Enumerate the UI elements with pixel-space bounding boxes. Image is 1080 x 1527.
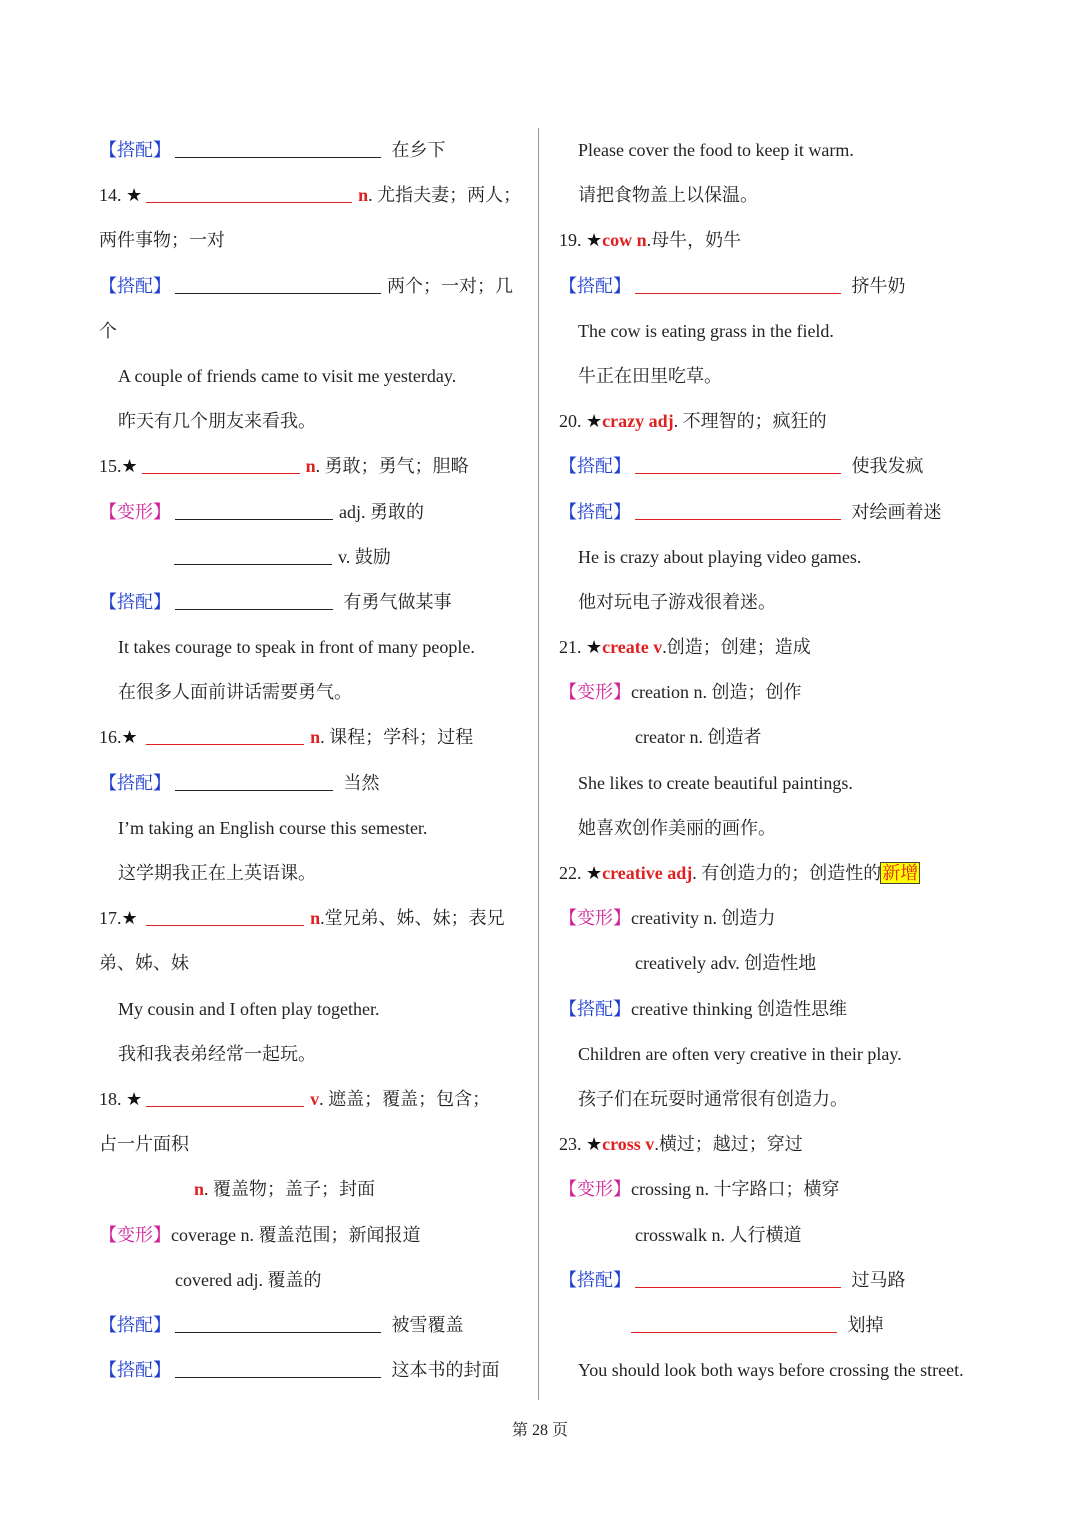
entry-23-header [559, 1122, 1019, 1167]
line-text: You should look both ways before crossing the street. [578, 1360, 964, 1381]
answer-blank[interactable] [635, 501, 841, 520]
entry-number: 21. [559, 637, 586, 658]
line-text: 她喜欢创作美丽的画作。 [578, 817, 776, 838]
entry-number: 20. [559, 411, 586, 432]
star-icon: ★ [121, 456, 138, 477]
definition: . 勇敢；勇气；胆略 [315, 456, 469, 477]
line-text: crosswalk n. 人行横道 [635, 1224, 802, 1245]
line-text: 占一片面积 [99, 1134, 189, 1155]
star-icon: ★ [586, 230, 603, 251]
collocation-tag: 【搭配】 [99, 275, 171, 296]
line-text: adj. 勇敢的 [339, 501, 424, 522]
definition-continued [99, 218, 529, 263]
entry-number: 22. [559, 863, 586, 883]
example-sentence [99, 987, 529, 1032]
definition: . 有创造力的；创造性的 [692, 863, 882, 883]
definition: . 遮盖；覆盖；包含； [319, 1088, 491, 1109]
left-column [99, 128, 529, 1393]
answer-blank[interactable] [175, 772, 333, 791]
entry-number: 17. [99, 908, 122, 929]
example-sentence [99, 806, 529, 851]
collocation-tag: 【搭配】 [559, 501, 631, 522]
line-text: 在很多人面前讲话需要勇气。 [118, 682, 352, 703]
line-text: 使我发疯 [851, 456, 924, 477]
answer-blank[interactable] [175, 275, 381, 294]
part-of-speech: v [310, 1088, 320, 1109]
answer-blank[interactable] [142, 455, 300, 474]
example-translation [559, 806, 1019, 851]
headword: crazy adj [602, 411, 674, 432]
line-text: creator n. 创造者 [635, 727, 762, 748]
entry-number: 15. [99, 456, 122, 477]
line-text: 过马路 [851, 1269, 906, 1290]
line-text: creative thinking 创造性思维 [631, 998, 847, 1019]
answer-blank[interactable] [146, 726, 304, 745]
line-text: 有勇气做某事 [343, 591, 452, 612]
collocation-tag: 【搭配】 [99, 1314, 171, 1335]
headword: cow n [602, 230, 647, 251]
collocation-tag: 【搭配】 [99, 772, 171, 793]
definition: .母牛，奶牛 [646, 230, 742, 251]
line-text: creation n. 创造；创作 [631, 682, 802, 703]
star-icon: ★ [586, 637, 603, 658]
line-text: 划掉 [847, 1314, 884, 1335]
line-text: My cousin and I often play together. [118, 998, 380, 1019]
collocation-line [559, 444, 1019, 489]
star-icon: ★ [126, 1088, 143, 1109]
part-of-speech: n [358, 185, 369, 206]
example-sentence [559, 1348, 1019, 1393]
variant-line [559, 896, 1019, 941]
answer-blank[interactable] [174, 546, 332, 565]
line-text: 在乡下 [391, 140, 446, 160]
new-badge: 新增 [882, 863, 919, 883]
collocation-line [559, 1303, 1019, 1348]
collocation-line [99, 1348, 529, 1393]
star-icon: ★ [586, 411, 603, 432]
part-of-speech: n [194, 1179, 205, 1200]
collocation-tag: 【搭配】 [559, 1269, 631, 1290]
line-text: 个 [99, 320, 117, 341]
variant-line [99, 1213, 529, 1258]
right-column [559, 128, 1019, 1393]
line-text: 挤牛奶 [851, 275, 906, 296]
example-translation [99, 851, 529, 896]
line-text: 当然 [343, 772, 380, 793]
line-text: v. 鼓励 [338, 546, 391, 567]
collocation-tag: 【搭配】 [99, 1360, 171, 1381]
line-text: It takes courage to speak in front of many people. [118, 637, 475, 658]
column-divider [538, 128, 539, 1400]
line-text: 弟、姊、妹 [99, 953, 189, 974]
collocation-line [559, 490, 1019, 535]
answer-blank[interactable] [175, 591, 333, 610]
entry-18-header [99, 1077, 529, 1122]
part-of-speech: n [310, 727, 321, 748]
example-sentence [559, 309, 1019, 354]
variant-line [559, 1167, 1019, 1212]
variant-line [99, 490, 529, 535]
entry-number: 19. [559, 230, 586, 251]
definition: . 覆盖物；盖子；封面 [204, 1179, 376, 1200]
headword: cross v [602, 1134, 655, 1155]
example-sentence [559, 761, 1019, 806]
part-of-speech: n [305, 456, 316, 477]
answer-blank[interactable] [175, 501, 333, 520]
entry-14-header [99, 173, 529, 218]
definition: .横过；越过；穿过 [654, 1134, 803, 1155]
answer-blank[interactable] [635, 455, 841, 474]
example-sentence [99, 354, 529, 399]
line-text: 被雪覆盖 [391, 1314, 464, 1335]
variant-tag: 【变形】 [99, 501, 171, 522]
part-of-speech: n [310, 908, 321, 929]
headword: creative adj [602, 863, 693, 883]
entry-17-header [99, 896, 529, 941]
entry-number: 14. [99, 185, 126, 206]
collocation-tag: 【搭配】 [559, 275, 631, 296]
definition-continued [99, 941, 529, 986]
answer-blank[interactable] [175, 1359, 381, 1378]
example-translation [559, 173, 1019, 218]
star-icon: ★ [586, 863, 603, 883]
definition: .堂兄弟、姊、妹；表兄 [320, 908, 505, 929]
line-text: Children are often very creative in their play. [578, 1043, 902, 1064]
line-text: 昨天有几个朋友来看我。 [118, 411, 316, 432]
line-text: She likes to create beautiful paintings. [578, 772, 853, 793]
star-icon: ★ [121, 908, 138, 929]
variant-line [559, 715, 1019, 760]
example-translation [559, 1077, 1019, 1122]
entry-number: 23. [559, 1134, 586, 1155]
example-translation [559, 354, 1019, 399]
line-text: creativity n. 创造力 [631, 908, 776, 929]
definition: . 不理智的；疯狂的 [673, 411, 827, 432]
page-number: 第 28 页 [511, 1422, 568, 1439]
variant-tag: 【变形】 [559, 908, 631, 929]
line-text: 请把食物盖上以保温。 [578, 185, 758, 206]
answer-blank[interactable] [635, 275, 841, 294]
example-sentence [559, 1032, 1019, 1077]
entry-15-header [99, 444, 529, 489]
definition: . 课程；学科；过程 [320, 727, 474, 748]
line-text: crossing n. 十字路口；横穿 [631, 1179, 840, 1200]
definition: .创造；创建；造成 [662, 637, 811, 658]
answer-blank[interactable] [146, 184, 352, 203]
line-text: covered adj. 覆盖的 [175, 1269, 322, 1290]
line-text: I’m taking an English course this semester. [118, 817, 428, 838]
variant-tag: 【变形】 [99, 1224, 171, 1245]
collocation-tag: 【搭配】 [559, 456, 631, 477]
variant-line [559, 1213, 1019, 1258]
collocation-tag: 【搭配】 [99, 591, 171, 612]
line-text: 这本书的封面 [391, 1360, 500, 1381]
definition: . 尤指夫妻；两人； [368, 185, 522, 206]
entry-20-header [559, 399, 1019, 444]
noun-definition-line [99, 1167, 529, 1212]
example-sentence [559, 128, 1019, 173]
collocation-line [99, 580, 529, 625]
variant-line [559, 941, 1019, 986]
collocation-line [99, 761, 529, 806]
line-text: Please cover the food to keep it warm. [578, 140, 854, 160]
answer-blank[interactable] [175, 139, 381, 158]
line-text: 孩子们在玩耍时通常很有创造力。 [578, 1088, 848, 1109]
line-text: 牛正在田里吃草。 [578, 365, 722, 386]
collocation-line [559, 1258, 1019, 1303]
variant-line [99, 1258, 529, 1303]
collocation-tag: 【搭配】 [559, 998, 631, 1019]
answer-blank[interactable] [175, 1314, 381, 1333]
entry-19-header [559, 218, 1019, 263]
answer-blank[interactable] [631, 1314, 837, 1333]
collocation-line [99, 1303, 529, 1348]
line-text: 两个；一对；几 [387, 275, 513, 296]
star-icon: ★ [126, 185, 143, 206]
example-translation [99, 670, 529, 715]
headword: create v [602, 637, 663, 658]
line-text: 他对玩电子游戏很着迷。 [578, 591, 776, 612]
answer-blank[interactable] [635, 1269, 841, 1288]
star-icon: ★ [586, 1134, 603, 1155]
collocation-tag: 【搭配】 [99, 140, 171, 160]
variant-line [559, 670, 1019, 715]
variant-tag: 【变形】 [559, 682, 631, 703]
line-text: He is crazy about playing video games. [578, 546, 862, 567]
example-translation [559, 580, 1019, 625]
entry-number: 16. [99, 727, 122, 748]
line-text: 对绘画着迷 [851, 501, 942, 522]
line-text: 两件事物；一对 [99, 230, 225, 251]
entry-16-header [99, 715, 529, 760]
definition-continued [99, 1122, 529, 1167]
answer-blank[interactable] [146, 1088, 304, 1107]
collocation-line [99, 264, 529, 309]
line-text: 我和我表弟经常一起玩。 [118, 1043, 316, 1064]
variant-line [99, 535, 529, 580]
collocation-line [559, 264, 1019, 309]
line-text: creatively adv. 创造性地 [635, 953, 817, 974]
entry-21-header [559, 625, 1019, 670]
example-sentence [559, 535, 1019, 580]
example-translation [99, 399, 529, 444]
example-sentence [99, 625, 529, 670]
example-translation [99, 1032, 529, 1077]
collocation-line [559, 987, 1019, 1032]
line-text: 这学期我正在上英语课。 [118, 863, 316, 883]
definition-continued [99, 309, 529, 354]
line-text: A couple of friends came to visit me yesterday. [118, 365, 457, 386]
collocation-line [99, 128, 529, 173]
variant-tag: 【变形】 [559, 1179, 631, 1200]
line-text: The cow is eating grass in the field. [578, 320, 834, 341]
star-icon: ★ [121, 727, 138, 748]
line-text: coverage n. 覆盖范围；新闻报道 [171, 1224, 421, 1245]
entry-22-header [559, 851, 1019, 896]
answer-blank[interactable] [146, 907, 304, 926]
entry-number: 18. [99, 1088, 126, 1109]
